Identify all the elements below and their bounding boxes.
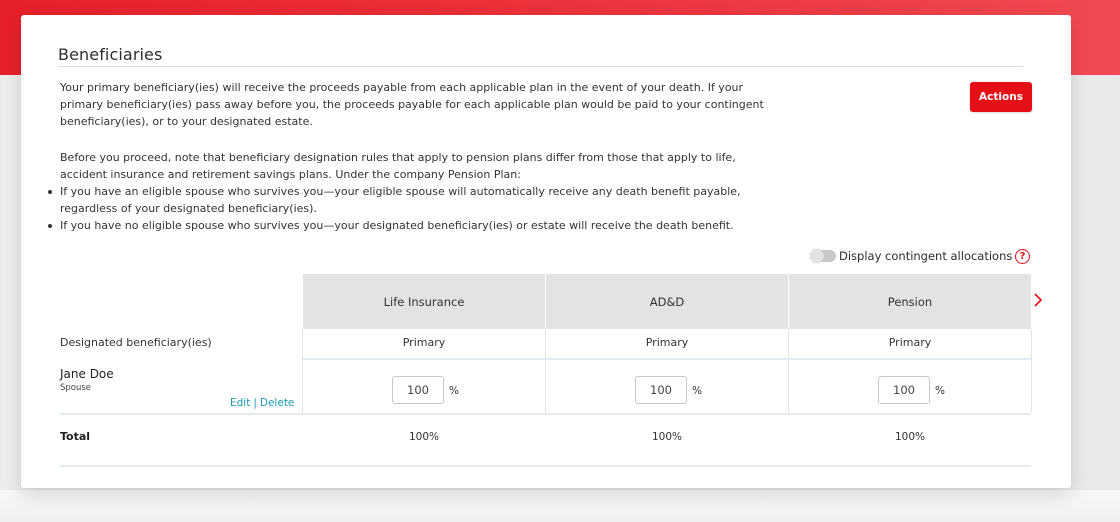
background-left	[0, 75, 21, 490]
list-item: If you have an eligible spouse who survives you—your eligible spouse will automatically receive any death benefit payable, regardless of your designated beneficiary(ies).	[60, 183, 780, 217]
total-pension: 100%	[894, 431, 926, 443]
section-title: Beneficiaries	[58, 45, 163, 64]
beneficiary-name: Jane Doe	[60, 367, 114, 381]
actions-button[interactable]: Actions	[970, 82, 1032, 112]
beneficiary-relationship: Spouse	[60, 383, 92, 393]
row-header-label: Designated beneficiary(ies)	[60, 336, 212, 349]
total-add: 100%	[651, 431, 683, 443]
column-header-life-insurance: Life Insurance	[303, 274, 545, 329]
percent-sign: %	[692, 385, 702, 397]
toggle-switch[interactable]	[810, 250, 836, 262]
total-label: Total	[60, 430, 91, 443]
list-item: If you have no eligible spouse who survives you—your designated beneficiary(ies) or estate will receive the death benefit.	[60, 217, 780, 234]
row-divider	[303, 358, 1031, 360]
subheader-primary: Primary	[402, 336, 446, 349]
beneficiary-actions	[230, 397, 294, 409]
contingent-toggle[interactable]	[810, 249, 1012, 263]
column-divider	[1031, 329, 1032, 413]
delete-link[interactable]: Delete	[259, 397, 295, 409]
column-header-add: AD&D	[546, 274, 788, 329]
pension-rules-list	[60, 183, 780, 234]
toggle-knob	[810, 249, 824, 263]
footer-band	[0, 490, 1120, 522]
allocation-input-add[interactable]	[635, 376, 687, 404]
row-divider	[60, 413, 1031, 415]
subheader-primary: Primary	[645, 336, 689, 349]
beneficiaries-card	[21, 15, 1071, 488]
title-divider	[58, 66, 1023, 67]
edit-link[interactable]: Edit	[230, 397, 251, 409]
column-divider	[788, 274, 789, 329]
allocation-input-life-insurance[interactable]	[392, 376, 444, 404]
percent-sign: %	[935, 385, 945, 397]
link-separator: |	[253, 397, 257, 409]
table-bottom-divider	[60, 465, 1031, 467]
allocation-input-pension[interactable]	[878, 376, 930, 404]
total-life-insurance: 100%	[408, 431, 440, 443]
percent-sign: %	[449, 385, 459, 397]
help-icon[interactable]: ?	[1015, 249, 1030, 264]
subheader-primary: Primary	[888, 336, 932, 349]
column-header-pension: Pension	[789, 274, 1031, 329]
toggle-label: Display contingent allocations	[839, 249, 1013, 263]
intro-paragraph: Your primary beneficiary(ies) will receive the proceeds payable from each applicable plan in the event of your death. If your primary beneficiary(ies) pass away before you, the proceeds payable for each applicable plan would be paid to your contingent beneficiary(ies), or to your designated estate.	[60, 81, 764, 128]
chevron-right-icon[interactable]	[1033, 292, 1043, 311]
pension-rules-paragraph: Before you proceed, note that beneficiary designation rules that apply to pension plans differ from those that apply to life, accident insurance and retirement savings plans. Under the company Pension Plan:	[60, 151, 736, 181]
